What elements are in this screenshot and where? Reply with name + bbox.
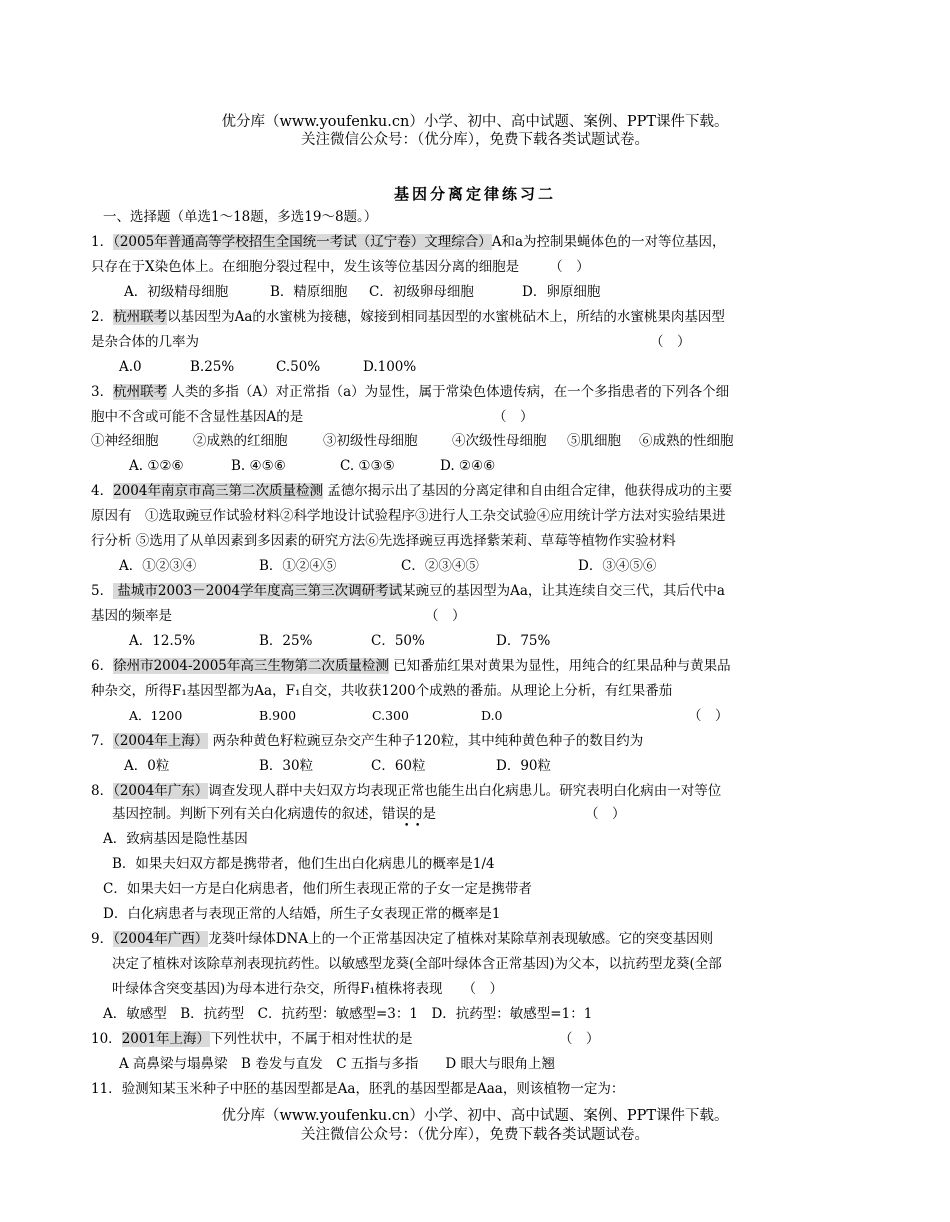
question-source: 杭州联考 — [113, 309, 168, 325]
section-heading: 一、选择题（单选1～18题，多选19～8题。） — [103, 209, 378, 225]
question-9-line-2: 决定了植株对该除草剂表现抗药性。以敏感型龙葵(全部叶绿体含正常基因)为父本，以抗药型龙葵(全部 — [112, 956, 722, 972]
question-5-line-2: 基因的频率是 — [91, 608, 172, 624]
answer-paren: （ ） — [688, 708, 729, 724]
question-source: 盐城市2003－2004学年度高三第三次调研考试 — [113, 583, 403, 599]
option-a[interactable]: A．初级精母细胞 — [124, 284, 229, 300]
options-row[interactable]: A 高鼻梁与塌鼻梁 B 卷发与直发 C 五指与多指 D 眼大与眼角上翘 — [119, 1056, 555, 1072]
footer-line-2: 关注微信公众号：（优分库），免费下载各类试题试卷。 — [301, 1127, 649, 1143]
option-a[interactable]: A．①②③④ — [119, 558, 197, 574]
option-a[interactable]: A．0粒 — [124, 758, 170, 774]
question-8-line-1: 8．（2004年广东）调查发现人群中夫妇双方均表现正常也能生出白化病患儿。研究表明白化病由一对等位 — [91, 783, 722, 799]
question-6-line-2: 种杂交，所得F₁基因型都为Aa，F₁自交，共收获1200个成熟的番茄。从理论上分析，有红果番茄 — [91, 683, 673, 699]
option-d[interactable]: D．白化病患者与表现正常的人结婚，所生子女表现正常的概率是1 — [103, 906, 501, 922]
question-2-line-2: 是杂合体的几率为 — [91, 334, 199, 350]
option-b[interactable]: B.900 — [259, 708, 297, 723]
question-9-line-3: 叶绿体含突变基因)为母本进行杂交，所得F₁植株将表现 （ ） — [112, 981, 504, 997]
option-d[interactable]: D. ②④⑥ — [440, 458, 496, 474]
option-c[interactable]: C．50% — [371, 633, 425, 649]
option-b[interactable]: B. ④⑤⑥ — [231, 458, 286, 474]
question-11-line-1: 11．验测知某玉米种子中胚的基因型都是Aa，胚乳的基因型都是Aaa，则该植物一定为： — [91, 1081, 625, 1097]
page-title: 基因分离定律练习二 — [393, 185, 556, 203]
question-4-line-3: 行分析 ⑤选用了从单因素到多因素的研究方法⑥先选择豌豆再选择紫茉莉、草莓等植物作实验材料 — [91, 533, 676, 549]
option-d[interactable]: D．卵原细胞 — [522, 284, 601, 300]
question-source: （2004年广西） — [113, 931, 209, 947]
option-c[interactable]: C．60粒 — [371, 758, 426, 774]
question-1-line-1: 1．（2005年普通高等学校招生全国统一考试（辽宁卷）文理综合）A和a为控制果蝇体色的一对等位基因， — [91, 234, 726, 250]
footer-line-1: 优分库（www.youfenku.cn）小学、初中、高中试题、案例、PPT课件下载。 — [221, 1108, 729, 1124]
option-c[interactable]: C. ①③⑤ — [340, 458, 395, 474]
option-a[interactable]: A．1200 — [129, 708, 183, 723]
option-d[interactable]: D．③④⑤⑥ — [578, 558, 657, 574]
header-line-2: 关注微信公众号：（优分库），免费下载各类试题试卷。 — [301, 132, 649, 148]
option-a[interactable]: A．12.5% — [129, 633, 196, 649]
question-source: 2001年上海） — [121, 1031, 211, 1047]
question-source: 徐州市2004-2005年高三生物第二次质量检测 — [113, 658, 389, 674]
option-c[interactable]: C.50% — [276, 359, 321, 375]
question-5-line-1: 5． 盐城市2003－2004学年度高三第三次调研考试某豌豆的基因型为Aa，让其连续自交三代，其后代中a — [91, 583, 725, 599]
cell-item: ①神经细胞 — [91, 433, 159, 449]
cell-item: ③初级性母细胞 — [323, 433, 418, 449]
question-7-line-1: 7．（2004年上海） 两杂种黄色籽粒豌豆杂交产生种子120粒，其中纯种黄色种子的数目约为 — [91, 733, 644, 749]
cell-item: ⑤肌细胞 — [567, 433, 621, 449]
option-b[interactable]: B．25% — [259, 633, 313, 649]
option-c[interactable]: C.300 — [372, 708, 409, 723]
question-10-line-1: 10．2001年上海）下列性状中，不属于相对性状的是 — [91, 1031, 413, 1047]
question-2-line-1: 2．杭州联考以基因型为Aa的水蜜桃为接穗，嫁接到相同基因型的水蜜桃砧木上，所结的水蜜桃果肉基因型 — [91, 309, 725, 325]
question-1-line-2: 只存在于X染色体上。在细胞分裂过程中，发生该等位基因分离的细胞是 （ ） — [91, 259, 590, 275]
option-c[interactable]: C．初级卵母细胞 — [369, 284, 474, 300]
question-3-line-1: 3．杭州联考 人类的多指（A）对正常指（a）为显性，属于常染色体遗传病，在一个多指患者的下列各个细 — [91, 384, 730, 400]
question-9-line-1: 9．（2004年广西）龙葵叶绿体DNA上的一个正常基因决定了植株对某除草剂表现敏感。它的突变基因则 — [91, 931, 714, 947]
answer-paren: （ ） — [585, 806, 626, 822]
answer-paren: （ ） — [559, 1031, 600, 1047]
option-b[interactable]: B.25% — [190, 359, 235, 375]
question-source: 2004年南京市高三第二次质量检测 — [113, 483, 323, 499]
question-3-line-2: 胞中不含或可能不含显性基因A的是 — [91, 409, 304, 425]
question-4-line-2: 原因有 ①选取豌豆作试验材料②科学地设计试验程序③进行人工杂交试验④应用统计学方法对实验结果进 — [91, 508, 726, 524]
option-b[interactable]: B．如果夫妇双方都是携带者，他们生出白化病患儿的概率是1/4 — [112, 856, 495, 872]
question-4-line-1: 4．2004年南京市高三第二次质量检测 孟德尔揭示出了基因的分离定律和自由组合定律，他获得成功的主要 — [91, 483, 733, 499]
option-d[interactable]: D.100% — [363, 359, 417, 375]
option-c[interactable]: C．如果夫妇一方是白化病患者，他们所生表现正常的子女一定是携带者 — [103, 881, 532, 897]
cell-item: ②成熟的红细胞 — [193, 433, 288, 449]
answer-paren: （ ） — [425, 608, 466, 624]
question-source: 杭州联考 — [113, 384, 168, 400]
option-d[interactable]: D．90粒 — [496, 758, 552, 774]
emphasis-dots: • • — [404, 821, 421, 831]
option-b[interactable]: B．精原细胞 — [270, 284, 348, 300]
answer-paren: （ ） — [650, 334, 691, 350]
question-source: （2005年普通高等学校招生全国统一考试（辽宁卷）文理综合） — [113, 234, 492, 250]
cell-item: ④次级性母细胞 — [452, 433, 547, 449]
option-a[interactable]: A．致病基因是隐性基因 — [103, 831, 248, 847]
option-c[interactable]: C．②③④⑤ — [401, 558, 479, 574]
options-row[interactable]: A．敏感型 B．抗药型 C．抗药型：敏感型=3：1 D．抗药型：敏感型=1：1 — [103, 1006, 593, 1022]
option-b[interactable]: B．①②④⑤ — [259, 558, 337, 574]
option-d[interactable]: D.0 — [481, 708, 503, 723]
question-6-line-1: 6．徐州市2004-2005年高三生物第二次质量检测 已知番茄红果对黄果为显性，用纯合的红果品种与黄果品 — [91, 658, 731, 674]
question-8-line-2: 基因控制。判断下列有关白化病遗传的叙述，错误的是 — [112, 806, 436, 822]
option-b[interactable]: B．30粒 — [259, 758, 314, 774]
question-source: （2004年广东） — [113, 783, 209, 799]
cell-item: ⑥成熟的性细胞 — [639, 433, 734, 449]
header-line-1: 优分库（www.youfenku.cn）小学、初中、高中试题、案例、PPT课件下载。 — [221, 114, 729, 130]
option-a[interactable]: A. ①②⑥ — [129, 458, 184, 474]
question-source: （2004年上海） — [113, 733, 209, 749]
answer-paren: （ ） — [493, 409, 534, 425]
option-a[interactable]: A.0 — [119, 359, 142, 375]
option-d[interactable]: D．75% — [496, 633, 551, 649]
